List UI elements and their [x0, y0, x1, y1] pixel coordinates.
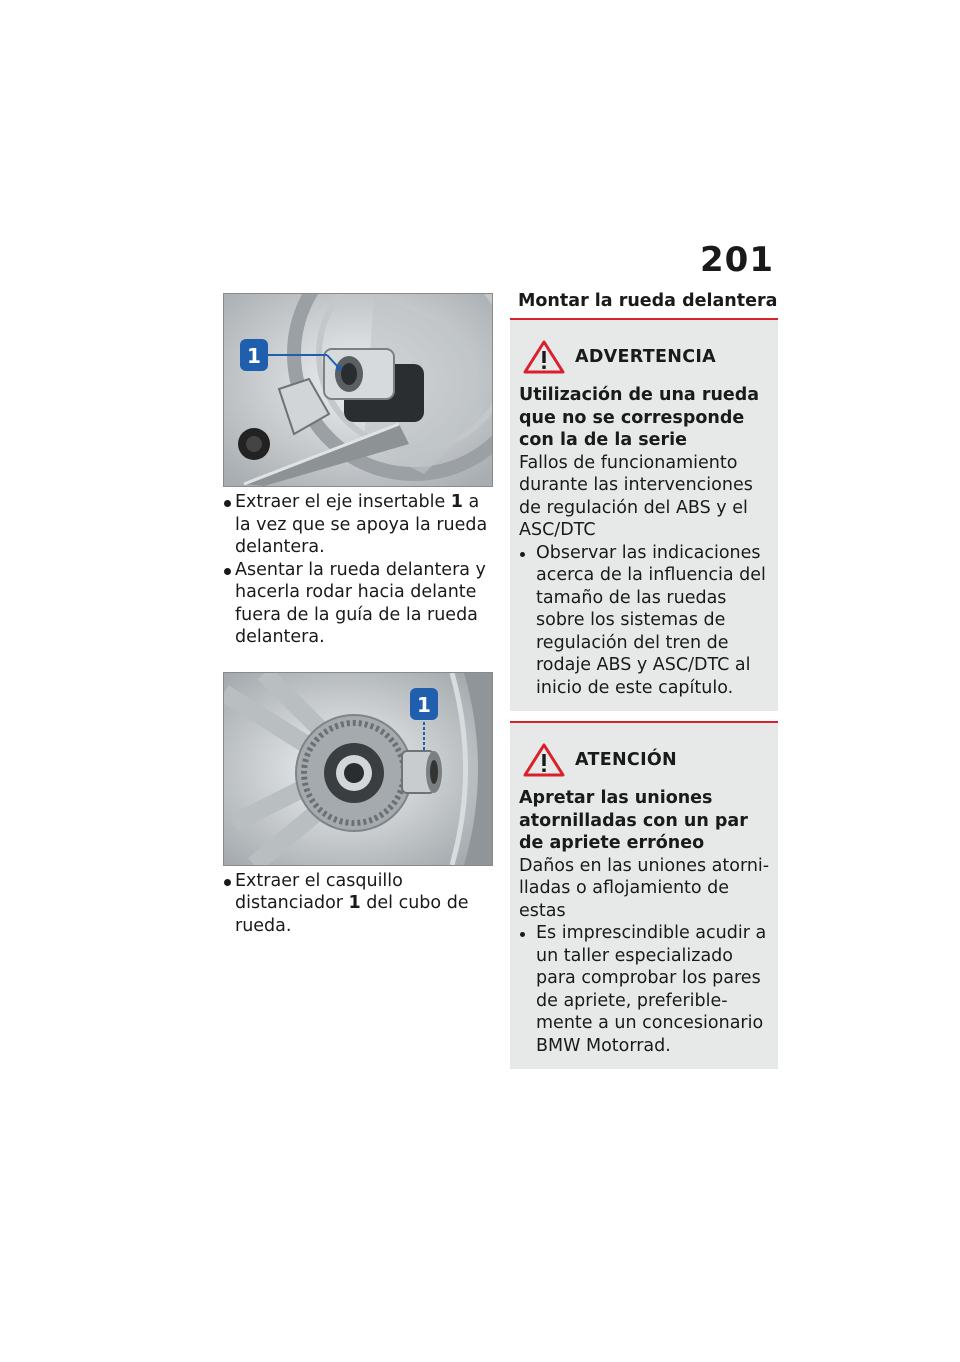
bullet-icon: [520, 552, 525, 557]
caution-text: Daños en las uniones atornilladas o aflojamiento de estas: [519, 855, 770, 921]
callout-number: 1: [417, 692, 431, 717]
bullet-icon: [224, 500, 231, 507]
hub-illustration: [224, 673, 492, 865]
caution-box: [510, 721, 778, 1069]
list-item: Es imprescindible acudir a un taller especializado para comprobar los pares de apriete, preferiblemente a un concesionario BMW Motorrad.: [519, 922, 770, 1057]
section-title: Montar la rueda delantera: [518, 291, 778, 311]
figure-spacer-removal: [223, 672, 493, 866]
list-item: Extraer el eje insertable 1 a la vez que se apoya la rueda delantera.: [223, 491, 493, 559]
warning-text: Fallos de funcionamiento durante las intervenciones de regulación del ABS y el ASC/DTC: [519, 452, 753, 540]
caution-triangle-icon: [523, 743, 565, 777]
warning-heading: Utilización de una rueda que no se corresponde con la de la serie: [519, 385, 760, 450]
caution-header: [519, 741, 770, 779]
axle-illustration: [224, 294, 492, 486]
page-number: 201: [700, 240, 774, 280]
caution-label: ATENCIÓN: [575, 750, 677, 770]
step-list-1: [223, 491, 493, 649]
bullet-icon: [224, 568, 231, 575]
caution-actions: [519, 922, 770, 1057]
list-item: Asentar la rueda delantera y hacerla rodar hacia delante fuera de la guía de la rueda delantera.: [223, 559, 493, 649]
right-column: [510, 290, 778, 1069]
warning-actions: [519, 542, 770, 700]
step-list-2: [223, 870, 493, 938]
bullet-icon: [224, 879, 231, 886]
list-item: Extraer el casquillo distanciador 1 del cubo de rueda.: [223, 870, 493, 938]
caution-heading: Apretar las uniones atornilladas con un par de apriete erróneo: [519, 788, 748, 853]
list-item: Observar las indicaciones acerca de la influencia del tamaño de las ruedas sobre los sistemas de regulación del tren de rodaje ABS y ASC/DTC al inicio de este capítulo.: [519, 542, 770, 700]
callout-number: 1: [247, 344, 261, 368]
figure-axle-removal: [223, 293, 493, 487]
warning-header: [519, 338, 770, 376]
warning-triangle-icon: [523, 340, 565, 374]
bullet-icon: [520, 932, 525, 937]
warning-label: ADVERTENCIA: [575, 347, 716, 367]
left-column: [223, 293, 493, 937]
warning-box: [510, 318, 778, 711]
